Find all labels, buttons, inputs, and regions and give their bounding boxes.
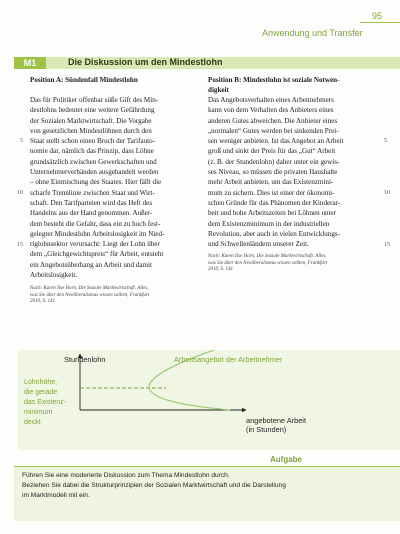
line-number: 5 (20, 138, 23, 144)
position-b-source: Nach: Karen Ilse Horn, Die Soziale Marktwirtschaft. Alles, was Sie über den Neoliberalismus wissen sollten, Frankfurt 2010, S. 141 (208, 254, 328, 272)
text-line: der Sozialen Marktwirtschaft. Die Vorgabe (30, 116, 152, 125)
text-line: und Schwellenländern unserer Zeit. (208, 240, 309, 249)
material-badge: M1 (14, 57, 46, 69)
position-a-source: Nach: Karen Ilse Horn, Die Soziale Marktwirtschaft. Alles, was Sie über den Neoliberalismus wissen sollten, Frankfurt 2010, S. 141 (30, 286, 150, 304)
text-line: Handelns aus der Hand genommen. Außer- (30, 209, 153, 218)
text-line: Arbeitslosigkeit. (30, 271, 78, 280)
line-number: 10 (17, 190, 23, 196)
line-number: 15 (17, 242, 23, 248)
text-line: Das für Politiker offenbar süße Gift des Min- (30, 96, 159, 104)
text-line: ein Angebotsüberhang an Arbeit und damit (30, 260, 152, 269)
position-a-text (30, 95, 164, 280)
section-title: Anwendung und Transfer (262, 28, 363, 38)
y-axis-label: Stundenlohn (64, 355, 106, 364)
text-line: – ohne Einmischung des Staates. Hier fällt die (30, 178, 162, 187)
text-line: dem Existenzminimum in der industriellen (208, 219, 330, 228)
position-b-text (208, 95, 344, 249)
labor-supply-diagram (18, 350, 400, 450)
text-line: „normalen“ Gutes werden bei sinkenden Prei- (208, 126, 339, 135)
text-line: dem „Gleichgewichtspreis“ für Arbeit, entsteht (30, 250, 164, 259)
text-line: beit und hohe Arbeitszeiten bei Löhnen unter (208, 209, 337, 218)
text-line: nomie dar, nämlich das Prinzip, dass Löhne (30, 147, 154, 156)
position-a-heading: Position A: Sündenfall Mindestlohn (30, 76, 138, 84)
wage-level-label: Lohnhöhe, die gerade das Existenz- minimum deckt (24, 379, 67, 426)
text-line: grundsätzlich zwischen Gewerkschaften und (30, 157, 157, 166)
text-line: scharfe Trennlinie zwischen Staat und Wirt- (30, 188, 155, 197)
text-line: Unternehmerverbänden ausgehandelt werden (30, 168, 159, 177)
text-line: Staat stellt schon einen Bruch der Tarifauto- (30, 137, 156, 146)
text-line: Revolution, aber auch in vielen Entwicklungs- (208, 229, 340, 238)
x-axis-label: angebotene Arbeit (in Stunden) (246, 416, 306, 434)
header-rule (360, 22, 400, 23)
position-b-heading: Position B: Mindestlohn ist soziale Notwen- digkeit (208, 76, 340, 94)
text-line: schen Gründe für das Phänomen der Kinderar- (208, 198, 341, 207)
text-line: schaft. Den Tarifparteien wird das Heft des (30, 198, 153, 207)
text-line: destlohns bedeutet eine weitere Gefährdung (30, 106, 155, 115)
text-line: mehr Arbeit anbieten, um das Existenzmini- (208, 178, 334, 187)
text-line: von gesetzlichen Mindestlöhnen durch den (30, 126, 152, 135)
text-line: gelegter Mindestlohn Arbeitslosigkeit im Nied- (30, 229, 165, 238)
page-number: 95 (372, 11, 383, 21)
diagram-graphics (18, 350, 400, 450)
text-line: riglohnsektor verursacht: Liegt der Lohn über (30, 240, 160, 249)
material-title: Die Diskussion um den Mindestlohn (68, 57, 223, 67)
text-line: mum zu sichern. Dies ist einer der ökonomi- (208, 188, 335, 197)
line-number: 5 (384, 138, 387, 144)
text-line: dem besteht die Gefahr, dass ein zu hoch fest- (30, 219, 161, 228)
text-line: anderen Gutes abweichen. Die Anbieter eines (208, 116, 338, 125)
text-line: kann von dem Verhalten des Anbieters eines (208, 106, 334, 115)
task-label: Aufgabe (270, 455, 302, 464)
line-number: 10 (384, 190, 390, 196)
task-text: Führen Sie eine moderierte Diskussion zum Thema Mindestlohn durch. Beziehen Sie dabei die Strukturprinzipien der Sozialen Marktwirtschaft und die Darstellung im Marktmodell mit ein. (22, 472, 286, 499)
text-line: (z. B. der Stundenlohn) daher unter ein gewis- (208, 157, 340, 166)
text-line: sen weniger anbieten. Ist das Angebot an Arbeit (208, 137, 344, 146)
text-line: Das Angebotsverhalten eines Arbeitnehmers (208, 96, 334, 104)
line-number: 15 (384, 242, 390, 248)
curve-label: Arbeitsangebot der Arbeitnehmer (174, 355, 283, 364)
text-line: ses Niveau, so müssen die privaten Haushalte (208, 168, 338, 177)
text-line: groß und sinkt der Preis für das „Gut“ Arbeit (208, 147, 336, 156)
